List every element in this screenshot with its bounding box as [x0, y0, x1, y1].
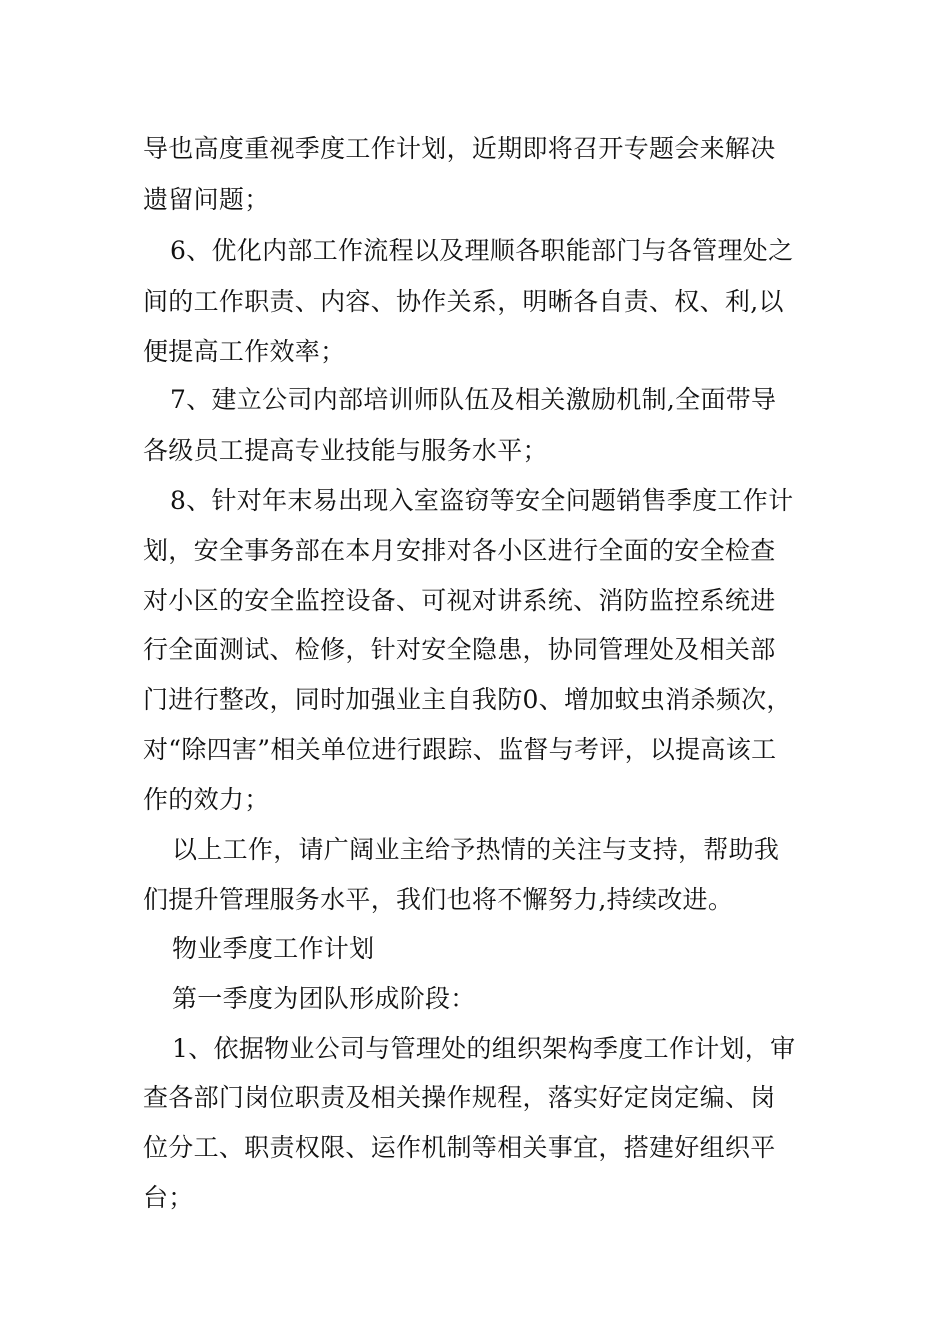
- text-line: 对“除四害”相关单位进行跟踪、监督与考评，以提高该工: [143, 735, 777, 764]
- text-line: 以上工作，请广阔业主给予热情的关注与支持，帮助我: [172, 835, 780, 864]
- text-line: 划，安全事务部在本月安排对各小区进行全面的安全检查: [143, 536, 776, 565]
- text-line: 7、建立公司内部培训师队伍及相关激励机制,全面带导: [170, 385, 777, 414]
- section-heading: 物业季度工作计划: [172, 934, 375, 963]
- text-line: 导也高度重视季度工作计划，近期即将召开专题会来解决: [143, 134, 776, 163]
- text-line: 6、优化内部工作流程以及理顺各职能部门与各管理处之: [170, 236, 794, 265]
- text-line: 1、依据物业公司与管理处的组织架构季度工作计划，审: [172, 1034, 796, 1063]
- text-line: 第一季度为团队形成阶段：: [172, 984, 476, 1013]
- text-line: 各级员工提高专业技能与服务水平；: [143, 436, 548, 465]
- text-line: 位分工、职责权限、运作机制等相关事宜，搭建好组织平: [143, 1133, 776, 1162]
- text-line: 遗留问题；: [143, 185, 270, 214]
- text-line: 门进行整改，同时加强业主自我防0、增加蚊虫消杀频次，: [143, 685, 792, 714]
- text-line: 行全面测试、检修，针对安全隐患，协同管理处及相关部: [143, 635, 776, 664]
- text-line: 查各部门岗位职责及相关操作规程，落实好定岗定编、岗: [143, 1083, 776, 1112]
- text-line: 间的工作职责、内容、协作关系，明晰各自责、权、利,以: [143, 287, 784, 316]
- text-line: 台；: [143, 1183, 194, 1212]
- text-line: 对小区的安全监控设备、可视对讲系统、消防监控系统进: [143, 586, 776, 615]
- text-line: 作的效力；: [143, 785, 270, 814]
- text-line: 便提高工作效率；: [143, 337, 346, 366]
- text-line: 8、针对年末易出现入室盗窃等安全问题销售季度工作计: [170, 486, 794, 515]
- text-line: 们提升管理服务水平，我们也将不懈努力,持续改进。: [143, 885, 734, 914]
